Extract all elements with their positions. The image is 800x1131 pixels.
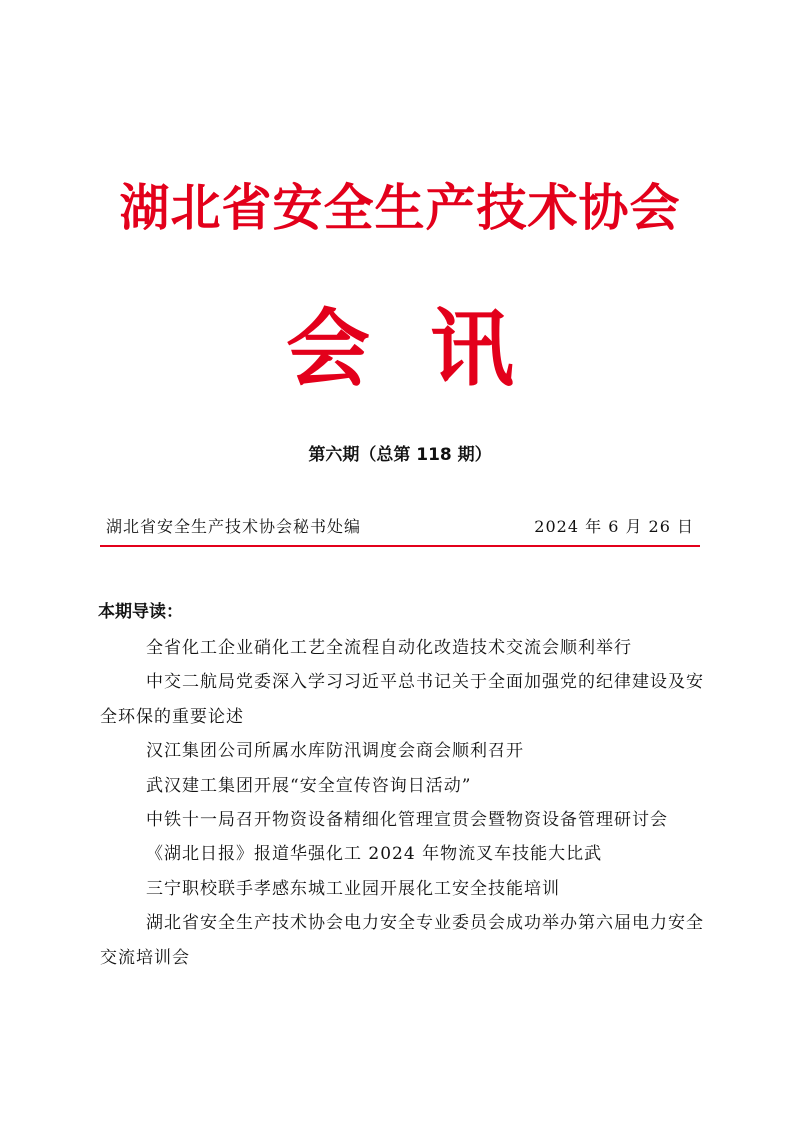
toc-item[interactable]: 中铁十一局召开物资设备精细化管理宣贯会暨物资设备管理研讨会	[146, 810, 668, 831]
organization-title: 湖北省安全生产技术协会	[119, 178, 681, 237]
bulletin-title: 会讯	[285, 300, 574, 398]
editor-date-row	[106, 514, 694, 538]
issue-number: 第六期（总第 118 期）	[308, 445, 492, 465]
toc-item[interactable]: 中交二航局党委深入学习习近平总书记关于全面加强党的纪律建设及安全环保的重要论述	[100, 672, 704, 727]
toc-item[interactable]: 三宁职校联手孝感东城工业园开展化工安全技能培训	[146, 878, 560, 899]
toc-item[interactable]: 《湖北日报》报道华强化工 2024 年物流叉车技能大比武	[146, 844, 603, 865]
publication-date: 2024 年 6 月 26 日	[534, 517, 694, 536]
toc-list	[100, 631, 704, 975]
toc-item[interactable]: 武汉建工集团开展“安全宣传咨询日活动”	[146, 775, 472, 796]
editor-label: 湖北省安全生产技术协会秘书处编	[106, 517, 362, 536]
toc-item[interactable]: 汉江集团公司所属水库防汛调度会商会顺利召开	[146, 741, 524, 762]
toc-heading: 本期导读：	[98, 602, 183, 622]
toc-item[interactable]: 全省化工企业硝化工艺全流程自动化改造技术交流会顺利举行	[146, 638, 632, 658]
red-divider	[100, 545, 700, 547]
toc-item[interactable]: 湖北省安全生产技术协会电力安全专业委员会成功举办第六届电力安全交流培训会	[100, 913, 704, 968]
